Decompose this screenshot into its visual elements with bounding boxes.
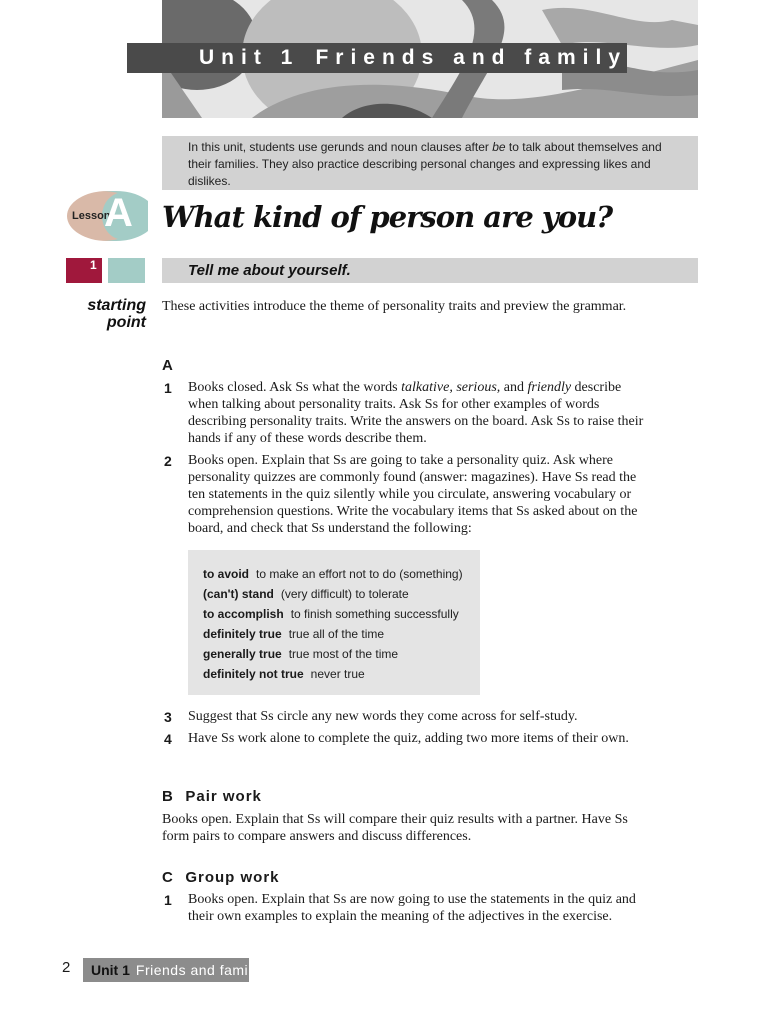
vocab-term: definitely not true: [203, 667, 304, 681]
vocab-definition: never true: [310, 667, 365, 681]
vocab-definition: true most of the time: [288, 647, 399, 661]
starting-point-text: These activities introduce the theme of personality traits and preview the grammar.: [162, 299, 627, 314]
intro-text-italic: be: [492, 140, 506, 154]
part-a-heading: [162, 357, 173, 374]
part-c-title: Group work: [185, 869, 280, 886]
vocab-definition: to finish something successfully: [290, 607, 459, 621]
part-a-item-1-number: 1: [164, 380, 172, 396]
starting-point-label: [60, 297, 146, 331]
unit-title-bar: [127, 43, 627, 73]
footer-unit-title: Friends and family: [135, 962, 260, 978]
vocab-definition: true all of the time: [288, 627, 385, 641]
vocab-row: [203, 604, 480, 624]
vocabulary-box: [188, 550, 480, 695]
vocab-row: [203, 584, 480, 604]
vocab-term: (can't) stand: [203, 587, 274, 601]
vocab-definition: (very difficult) to tolerate: [280, 587, 409, 601]
starting-point-label-line1: starting: [87, 297, 146, 314]
section-title: Tell me about yourself.: [188, 262, 351, 279]
vocab-row: [203, 564, 480, 584]
intro-text-before: In this unit, students use gerunds and noun clauses after: [188, 140, 493, 154]
section-marker-teal: [108, 258, 145, 283]
page-number: 2: [62, 959, 71, 976]
vocab-term: to avoid: [203, 567, 250, 581]
footer-unit-bar: [83, 958, 260, 982]
part-a-item-1-italic: talkative, serious,: [401, 380, 501, 395]
part-a-item-1-mid: and: [500, 380, 528, 395]
part-a-letter: A: [162, 357, 174, 374]
lesson-title: What kind of person are you?: [162, 200, 613, 234]
footer-unit-label: Unit 1: [91, 962, 130, 978]
section-number: 1: [90, 258, 97, 272]
unit-label: Unit 1: [199, 46, 300, 69]
part-a-item-1-italic2: friendly: [527, 380, 572, 395]
part-a-item-4-text: Have Ss work alone to complete the quiz, adding two more items of their own.: [188, 731, 629, 746]
part-b-title: Pair work: [185, 788, 262, 805]
vocab-definition: to make an effort not to do (something): [256, 567, 463, 581]
lesson-letter: A: [104, 191, 133, 235]
vocab-row: [203, 644, 480, 664]
part-a-item-1-pre: Books closed. Ask Ss what the words: [188, 380, 402, 395]
vocab-row: [203, 624, 480, 644]
part-c-item-1-text: Books open. Explain that Ss are now going to use the statements in the quiz and their own examples to explain the meaning of the adjectives in the exercise.: [188, 892, 636, 924]
part-a-item-1-post: describe when talking about personality traits. Ask Ss for other examples of words describing personality traits. Write the answers on the board. Ask Ss to raise their hands if any of these words describe them.: [188, 380, 644, 446]
part-a-item-2-number: 2: [164, 453, 172, 469]
unit-title: Friends and family: [315, 46, 627, 69]
part-a-item-3-text: Suggest that Ss circle any new words they come across for self-study.: [188, 709, 578, 724]
part-b-heading: [162, 788, 262, 805]
vocab-term: to accomplish: [203, 607, 284, 621]
part-b-letter: B: [162, 788, 174, 805]
starting-point-label-line2: point: [106, 314, 146, 331]
part-c-item-1-number: 1: [164, 892, 172, 908]
part-c-letter: C: [162, 869, 174, 886]
part-b-text: Books open. Explain that Ss will compare their quiz results with a partner. Have Ss form pairs to compare answers and discuss differences.: [162, 812, 628, 844]
part-a-item-2-text: Books open. Explain that Ss are going to take a personality quiz. Ask where personality quizzes are commonly found (answer: magazines). Have Ss read the ten statements in the quiz silently while you circulate, answering vocabulary or comprehension questions. Write the vocabulary items that Ss asked about on the board, and check that Ss understand the following:: [188, 453, 638, 536]
part-a-item-4-number: 4: [164, 731, 172, 747]
vocab-term: definitely true: [203, 627, 282, 641]
part-c-heading: [162, 869, 280, 886]
unit-intro: [162, 136, 698, 190]
part-a-item-1-text: [188, 379, 646, 447]
vocab-term: generally true: [203, 647, 282, 661]
vocab-row: [203, 664, 480, 684]
section-title-bar: [162, 258, 698, 283]
lesson-word: Lesson: [72, 210, 111, 222]
part-a-item-3-number: 3: [164, 709, 172, 725]
intro-text-after: to talk about themselves and their families. They also practice describing personal changes and expressing likes and dislikes.: [188, 140, 662, 188]
